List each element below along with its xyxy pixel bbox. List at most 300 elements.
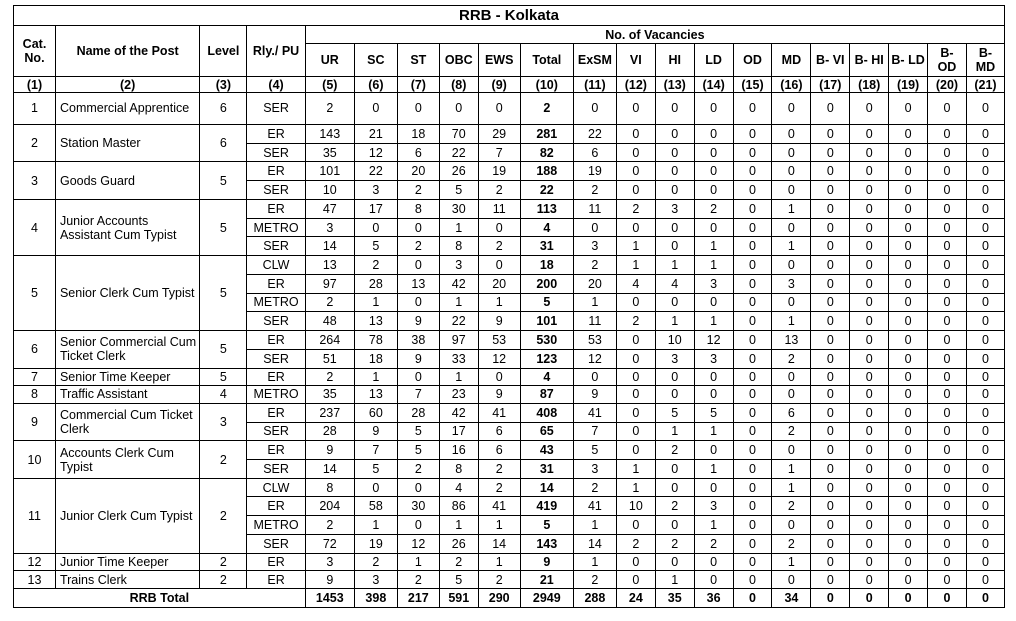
category-header: B- LD (889, 44, 928, 77)
vacancy-cell: 0 (397, 516, 439, 535)
vacancy-cell: 0 (889, 368, 928, 386)
vacancy-cell: 0 (655, 460, 694, 479)
vacancy-cell: 0 (928, 162, 967, 181)
vacancy-cell: 0 (573, 368, 616, 386)
vacancy-cell: 0 (850, 386, 889, 404)
vacancy-cell: 0 (811, 460, 850, 479)
vacancy-cell: 14 (305, 460, 354, 479)
vacancy-cell: 12 (573, 349, 616, 368)
vacancy-cell: 9 (397, 349, 439, 368)
rly-pu-cell: CLW (247, 478, 305, 497)
vacancy-cell: 0 (928, 571, 967, 589)
rly-pu-cell: ER (247, 124, 305, 143)
vacancy-cell: 1 (694, 312, 733, 331)
vacancy-cell: 0 (811, 199, 850, 218)
vacancy-cell: 0 (889, 293, 928, 312)
vacancy-cell: 0 (966, 274, 1004, 293)
level-cell: 5 (200, 368, 247, 386)
vacancy-cell: 0 (889, 422, 928, 441)
total-cell: 43 (520, 441, 573, 460)
vacancy-cell: 2 (397, 181, 439, 200)
vacancy-cell: 22 (354, 162, 397, 181)
vacancy-cell: 0 (811, 516, 850, 535)
vacancy-cell: 0 (928, 386, 967, 404)
vacancy-cell: 0 (928, 199, 967, 218)
column-number: (8) (439, 77, 478, 93)
vacancy-cell: 0 (850, 256, 889, 275)
vacancy-cell: 0 (850, 199, 889, 218)
vacancy-cell: 0 (966, 553, 1004, 571)
vacancy-cell: 2 (694, 534, 733, 553)
vacancy-cell: 13 (772, 331, 811, 350)
column-number: (6) (354, 77, 397, 93)
vacancy-cell: 0 (811, 441, 850, 460)
vacancy-cell: 2 (305, 516, 354, 535)
vacancy-cell: 38 (397, 331, 439, 350)
vacancy-cell: 2 (397, 237, 439, 256)
vacancy-cell: 0 (889, 478, 928, 497)
total-cell: 65 (520, 422, 573, 441)
total-cell: 82 (520, 143, 573, 162)
vacancy-cell: 35 (305, 143, 354, 162)
vacancy-cell: 86 (439, 497, 478, 516)
vacancy-cell: 0 (616, 143, 655, 162)
column-number: (19) (889, 77, 928, 93)
vacancy-cell: 0 (811, 181, 850, 200)
vacancy-cell: 1 (573, 293, 616, 312)
vacancy-cell: 0 (733, 93, 772, 125)
vacancy-cell: 0 (616, 181, 655, 200)
vacancy-cell: 0 (928, 218, 967, 237)
vacancy-cell: 1 (694, 422, 733, 441)
vacancy-cell: 0 (850, 441, 889, 460)
vacancy-cell: 4 (616, 274, 655, 293)
vacancy-cell: 19 (573, 162, 616, 181)
vacancy-cell: 0 (811, 162, 850, 181)
vacancy-cell: 19 (354, 534, 397, 553)
vacancy-cell: 0 (966, 312, 1004, 331)
vacancy-cell: 0 (694, 218, 733, 237)
vacancy-cell: 0 (733, 516, 772, 535)
vacancy-cell: 0 (811, 497, 850, 516)
post-name-cell: Commercial Apprentice (55, 93, 199, 125)
vacancy-cell: 0 (966, 441, 1004, 460)
total-cell: 123 (520, 349, 573, 368)
vacancy-cell: 60 (354, 403, 397, 422)
vacancy-cell: 10 (655, 331, 694, 350)
total-value-cell: 1453 (305, 588, 354, 607)
vacancy-cell: 13 (354, 312, 397, 331)
cat-no-cell: 11 (14, 478, 56, 553)
rly-pu-cell: METRO (247, 293, 305, 312)
vacancy-cell: 11 (478, 199, 520, 218)
vacancy-cell: 0 (733, 422, 772, 441)
vacancy-cell: 0 (966, 218, 1004, 237)
level-cell: 6 (200, 124, 247, 161)
vacancy-cell: 0 (811, 256, 850, 275)
vacancy-cell: 0 (733, 162, 772, 181)
vacancy-cell: 0 (850, 124, 889, 143)
vacancy-cell: 0 (966, 403, 1004, 422)
total-value-cell: 591 (439, 588, 478, 607)
rly-pu-cell: SER (247, 181, 305, 200)
vacancy-cell: 1 (772, 312, 811, 331)
vacancy-cell: 3 (354, 571, 397, 589)
vacancy-cell: 0 (616, 218, 655, 237)
total-value-cell: 36 (694, 588, 733, 607)
vacancy-cell: 0 (616, 422, 655, 441)
vacancy-cell: 14 (305, 237, 354, 256)
vacancy-cell: 0 (928, 293, 967, 312)
vacancy-cell: 0 (772, 368, 811, 386)
vacancy-cell: 2 (478, 237, 520, 256)
column-number: (2) (55, 77, 199, 93)
vacancy-cell: 0 (928, 331, 967, 350)
vacancy-cell: 0 (850, 331, 889, 350)
vacancy-cell: 0 (889, 460, 928, 479)
vacancy-cell: 0 (616, 516, 655, 535)
vacancy-cell: 0 (889, 93, 928, 125)
rly-pu-cell: METRO (247, 218, 305, 237)
vacancy-cell: 0 (397, 368, 439, 386)
vacancy-cell: 0 (966, 331, 1004, 350)
vacancy-cell: 0 (733, 256, 772, 275)
vacancy-cell: 12 (478, 349, 520, 368)
vacancy-cell: 0 (811, 237, 850, 256)
table-row (14, 386, 1005, 404)
total-cell: 143 (520, 534, 573, 553)
vacancy-cell: 0 (772, 571, 811, 589)
vacancy-cell: 0 (772, 386, 811, 404)
header-level: Level (200, 26, 247, 77)
vacancy-cell: 3 (573, 460, 616, 479)
vacancy-cell: 0 (733, 312, 772, 331)
vacancy-cell: 0 (616, 571, 655, 589)
vacancy-cell: 0 (733, 441, 772, 460)
column-number-row (14, 77, 1005, 93)
rly-pu-cell: SER (247, 143, 305, 162)
vacancy-cell: 29 (478, 124, 520, 143)
vacancy-cell: 12 (397, 534, 439, 553)
vacancy-cell: 0 (733, 143, 772, 162)
vacancy-cell: 42 (439, 274, 478, 293)
vacancy-cell: 0 (928, 237, 967, 256)
vacancy-cell: 26 (439, 534, 478, 553)
vacancy-cell: 1 (694, 237, 733, 256)
vacancy-cell: 0 (354, 218, 397, 237)
vacancy-cell: 0 (772, 441, 811, 460)
table-title: RRB - Kolkata (14, 6, 1005, 26)
vacancy-cell: 41 (478, 403, 520, 422)
vacancy-cell: 0 (772, 181, 811, 200)
rly-pu-cell: ER (247, 199, 305, 218)
vacancy-cell: 0 (889, 516, 928, 535)
vacancy-cell: 2 (573, 256, 616, 275)
vacancy-cell: 0 (811, 571, 850, 589)
total-cell: 4 (520, 218, 573, 237)
vacancy-cell: 7 (573, 422, 616, 441)
vacancy-cell: 1 (616, 460, 655, 479)
total-cell: 87 (520, 386, 573, 404)
level-cell: 2 (200, 571, 247, 589)
post-name-cell: Senior Clerk Cum Typist (55, 256, 199, 331)
vacancy-cell: 1 (694, 256, 733, 275)
level-cell: 5 (200, 199, 247, 255)
total-cell: 4 (520, 368, 573, 386)
vacancy-cell: 0 (966, 143, 1004, 162)
cat-no-cell: 6 (14, 331, 56, 368)
column-number: (13) (655, 77, 694, 93)
post-name-cell: Commercial Cum Ticket Clerk (55, 403, 199, 440)
vacancy-cell: 1 (655, 312, 694, 331)
total-value-cell: 0 (889, 588, 928, 607)
vacancy-cell: 2 (478, 571, 520, 589)
column-number: (3) (200, 77, 247, 93)
level-cell: 3 (200, 403, 247, 440)
column-number: (18) (850, 77, 889, 93)
vacancy-cell: 2 (772, 349, 811, 368)
rly-pu-cell: ER (247, 162, 305, 181)
level-cell: 2 (200, 478, 247, 553)
vacancy-cell: 0 (889, 553, 928, 571)
vacancy-cell: 0 (850, 534, 889, 553)
vacancy-cell: 20 (573, 274, 616, 293)
vacancy-cell: 264 (305, 331, 354, 350)
vacancy-cell: 1 (655, 571, 694, 589)
total-value-cell: 0 (733, 588, 772, 607)
vacancy-cell: 0 (850, 497, 889, 516)
cat-no-cell: 3 (14, 162, 56, 199)
column-number: (16) (772, 77, 811, 93)
vacancy-cell: 0 (694, 441, 733, 460)
total-value-cell: 34 (772, 588, 811, 607)
category-header: SC (354, 44, 397, 77)
table-row (14, 331, 1005, 350)
vacancy-cell: 7 (354, 441, 397, 460)
vacancy-cell: 0 (694, 386, 733, 404)
vacancy-cell: 10 (616, 497, 655, 516)
vacancy-cell: 0 (397, 256, 439, 275)
cat-no-cell: 9 (14, 403, 56, 440)
category-header: EWS (478, 44, 520, 77)
vacancy-cell: 28 (305, 422, 354, 441)
vacancy-cell: 2 (616, 312, 655, 331)
vacancy-cell: 1 (616, 256, 655, 275)
vacancy-cell: 0 (655, 181, 694, 200)
rly-pu-cell: SER (247, 349, 305, 368)
vacancy-cell: 8 (439, 237, 478, 256)
vacancy-cell: 0 (928, 312, 967, 331)
rly-pu-cell: ER (247, 274, 305, 293)
rly-pu-cell: ER (247, 441, 305, 460)
vacancy-cell: 0 (889, 441, 928, 460)
vacancy-cell: 0 (354, 93, 397, 125)
vacancy-cell: 0 (694, 162, 733, 181)
vacancy-cell: 9 (478, 386, 520, 404)
vacancy-cell: 0 (655, 93, 694, 125)
vacancy-cell: 9 (397, 312, 439, 331)
vacancy-cell: 17 (354, 199, 397, 218)
total-cell: 101 (520, 312, 573, 331)
category-header: B- HI (850, 44, 889, 77)
rly-pu-cell: ER (247, 403, 305, 422)
vacancy-cell: 12 (694, 331, 733, 350)
vacancy-cell: 1 (655, 256, 694, 275)
rly-pu-cell: ER (247, 553, 305, 571)
vacancy-cell: 0 (733, 124, 772, 143)
vacancy-cell: 0 (694, 181, 733, 200)
total-cell: 200 (520, 274, 573, 293)
vacancy-cell: 72 (305, 534, 354, 553)
vacancy-cell: 1 (694, 516, 733, 535)
vacancy-cell: 16 (439, 441, 478, 460)
vacancy-cell: 0 (850, 460, 889, 479)
vacancy-cell: 41 (478, 497, 520, 516)
vacancy-cell: 0 (889, 124, 928, 143)
cat-no-cell: 2 (14, 124, 56, 161)
cat-no-cell: 7 (14, 368, 56, 386)
vacancy-cell: 7 (478, 143, 520, 162)
vacancy-cell: 0 (616, 162, 655, 181)
vacancy-cell: 2 (397, 571, 439, 589)
total-value-cell: 35 (655, 588, 694, 607)
vacancy-cell: 2 (305, 293, 354, 312)
vacancy-cell: 22 (439, 312, 478, 331)
vacancy-cell: 0 (850, 553, 889, 571)
vacancy-cell: 5 (354, 460, 397, 479)
vacancy-cell: 0 (811, 218, 850, 237)
vacancy-cell: 0 (694, 571, 733, 589)
vacancy-cell: 0 (811, 93, 850, 125)
vacancy-cell: 0 (573, 93, 616, 125)
vacancy-cell: 0 (655, 162, 694, 181)
vacancy-cell: 0 (733, 237, 772, 256)
total-label: RRB Total (14, 588, 306, 607)
vacancy-cell: 0 (478, 93, 520, 125)
vacancy-cell: 41 (573, 497, 616, 516)
vacancy-cell: 3 (655, 349, 694, 368)
vacancy-cell: 2 (573, 571, 616, 589)
vacancy-cell: 0 (772, 93, 811, 125)
vacancy-cell: 0 (966, 124, 1004, 143)
vacancy-cell: 2 (616, 199, 655, 218)
table-row (14, 368, 1005, 386)
vacancy-cell: 0 (966, 368, 1004, 386)
vacancy-cell: 2 (655, 441, 694, 460)
total-cell: 113 (520, 199, 573, 218)
vacancy-cell: 2 (478, 460, 520, 479)
vacancy-cell: 1 (478, 553, 520, 571)
vacancy-cell: 0 (850, 349, 889, 368)
vacancy-cell: 0 (655, 516, 694, 535)
vacancy-cell: 9 (305, 441, 354, 460)
vacancy-cell: 0 (850, 181, 889, 200)
vacancy-cell: 0 (616, 403, 655, 422)
vacancy-cell: 0 (850, 312, 889, 331)
vacancy-table-body (14, 93, 1005, 608)
vacancy-cell: 2 (616, 534, 655, 553)
column-number: (1) (14, 77, 56, 93)
header-vacancies: No. of Vacancies (305, 26, 1004, 44)
vacancy-cell: 0 (811, 124, 850, 143)
vacancy-cell: 5 (397, 422, 439, 441)
vacancy-cell: 4 (655, 274, 694, 293)
total-cell: 5 (520, 293, 573, 312)
header-post-name: Name of the Post (55, 26, 199, 77)
vacancy-cell: 3 (354, 181, 397, 200)
vacancy-cell: 1 (439, 516, 478, 535)
vacancy-cell: 28 (354, 274, 397, 293)
vacancy-cell: 0 (811, 143, 850, 162)
vacancy-cell: 0 (850, 403, 889, 422)
total-cell: 31 (520, 460, 573, 479)
column-number: (12) (616, 77, 655, 93)
vacancy-cell: 1 (439, 293, 478, 312)
vacancy-cell: 0 (733, 293, 772, 312)
vacancy-cell: 0 (850, 218, 889, 237)
table-row (14, 256, 1005, 275)
vacancy-cell: 1 (439, 218, 478, 237)
vacancy-cell: 35 (305, 386, 354, 404)
rly-pu-cell: ER (247, 368, 305, 386)
total-value-cell: 24 (616, 588, 655, 607)
vacancy-cell: 3 (694, 349, 733, 368)
vacancy-cell: 19 (478, 162, 520, 181)
vacancy-cell: 0 (694, 93, 733, 125)
vacancy-cell: 3 (655, 199, 694, 218)
post-name-cell: Junior Accounts Assistant Cum Typist (55, 199, 199, 255)
vacancy-cell: 0 (889, 181, 928, 200)
vacancy-cell: 5 (439, 181, 478, 200)
vacancy-cell: 2 (772, 534, 811, 553)
category-header: MD (772, 44, 811, 77)
vacancy-cell: 1 (573, 553, 616, 571)
vacancy-cell: 8 (439, 460, 478, 479)
table-row (14, 124, 1005, 143)
vacancy-cell: 0 (889, 274, 928, 293)
vacancy-cell: 1 (616, 237, 655, 256)
total-cell: 21 (520, 571, 573, 589)
vacancy-cell: 0 (966, 386, 1004, 404)
vacancy-cell: 0 (850, 368, 889, 386)
vacancy-cell: 0 (772, 162, 811, 181)
vacancy-cell: 33 (439, 349, 478, 368)
vacancy-cell: 0 (850, 143, 889, 162)
total-cell: 281 (520, 124, 573, 143)
vacancy-cell: 0 (733, 274, 772, 293)
vacancy-cell: 0 (655, 293, 694, 312)
cat-no-cell: 13 (14, 571, 56, 589)
vacancy-cell: 0 (889, 534, 928, 553)
rly-pu-cell: SER (247, 312, 305, 331)
rly-pu-cell: ER (247, 497, 305, 516)
vacancy-table (13, 5, 1005, 608)
vacancy-cell: 0 (733, 181, 772, 200)
level-cell: 5 (200, 162, 247, 199)
vacancy-cell: 0 (889, 386, 928, 404)
vacancy-cell: 20 (397, 162, 439, 181)
vacancy-cell: 0 (772, 218, 811, 237)
vacancy-cell: 0 (966, 516, 1004, 535)
vacancy-cell: 9 (478, 312, 520, 331)
vacancy-cell: 11 (573, 199, 616, 218)
vacancy-cell: 13 (397, 274, 439, 293)
category-header: B- VI (811, 44, 850, 77)
vacancy-cell: 1 (354, 293, 397, 312)
vacancy-cell: 3 (305, 553, 354, 571)
vacancy-cell: 21 (354, 124, 397, 143)
vacancy-cell: 22 (439, 143, 478, 162)
